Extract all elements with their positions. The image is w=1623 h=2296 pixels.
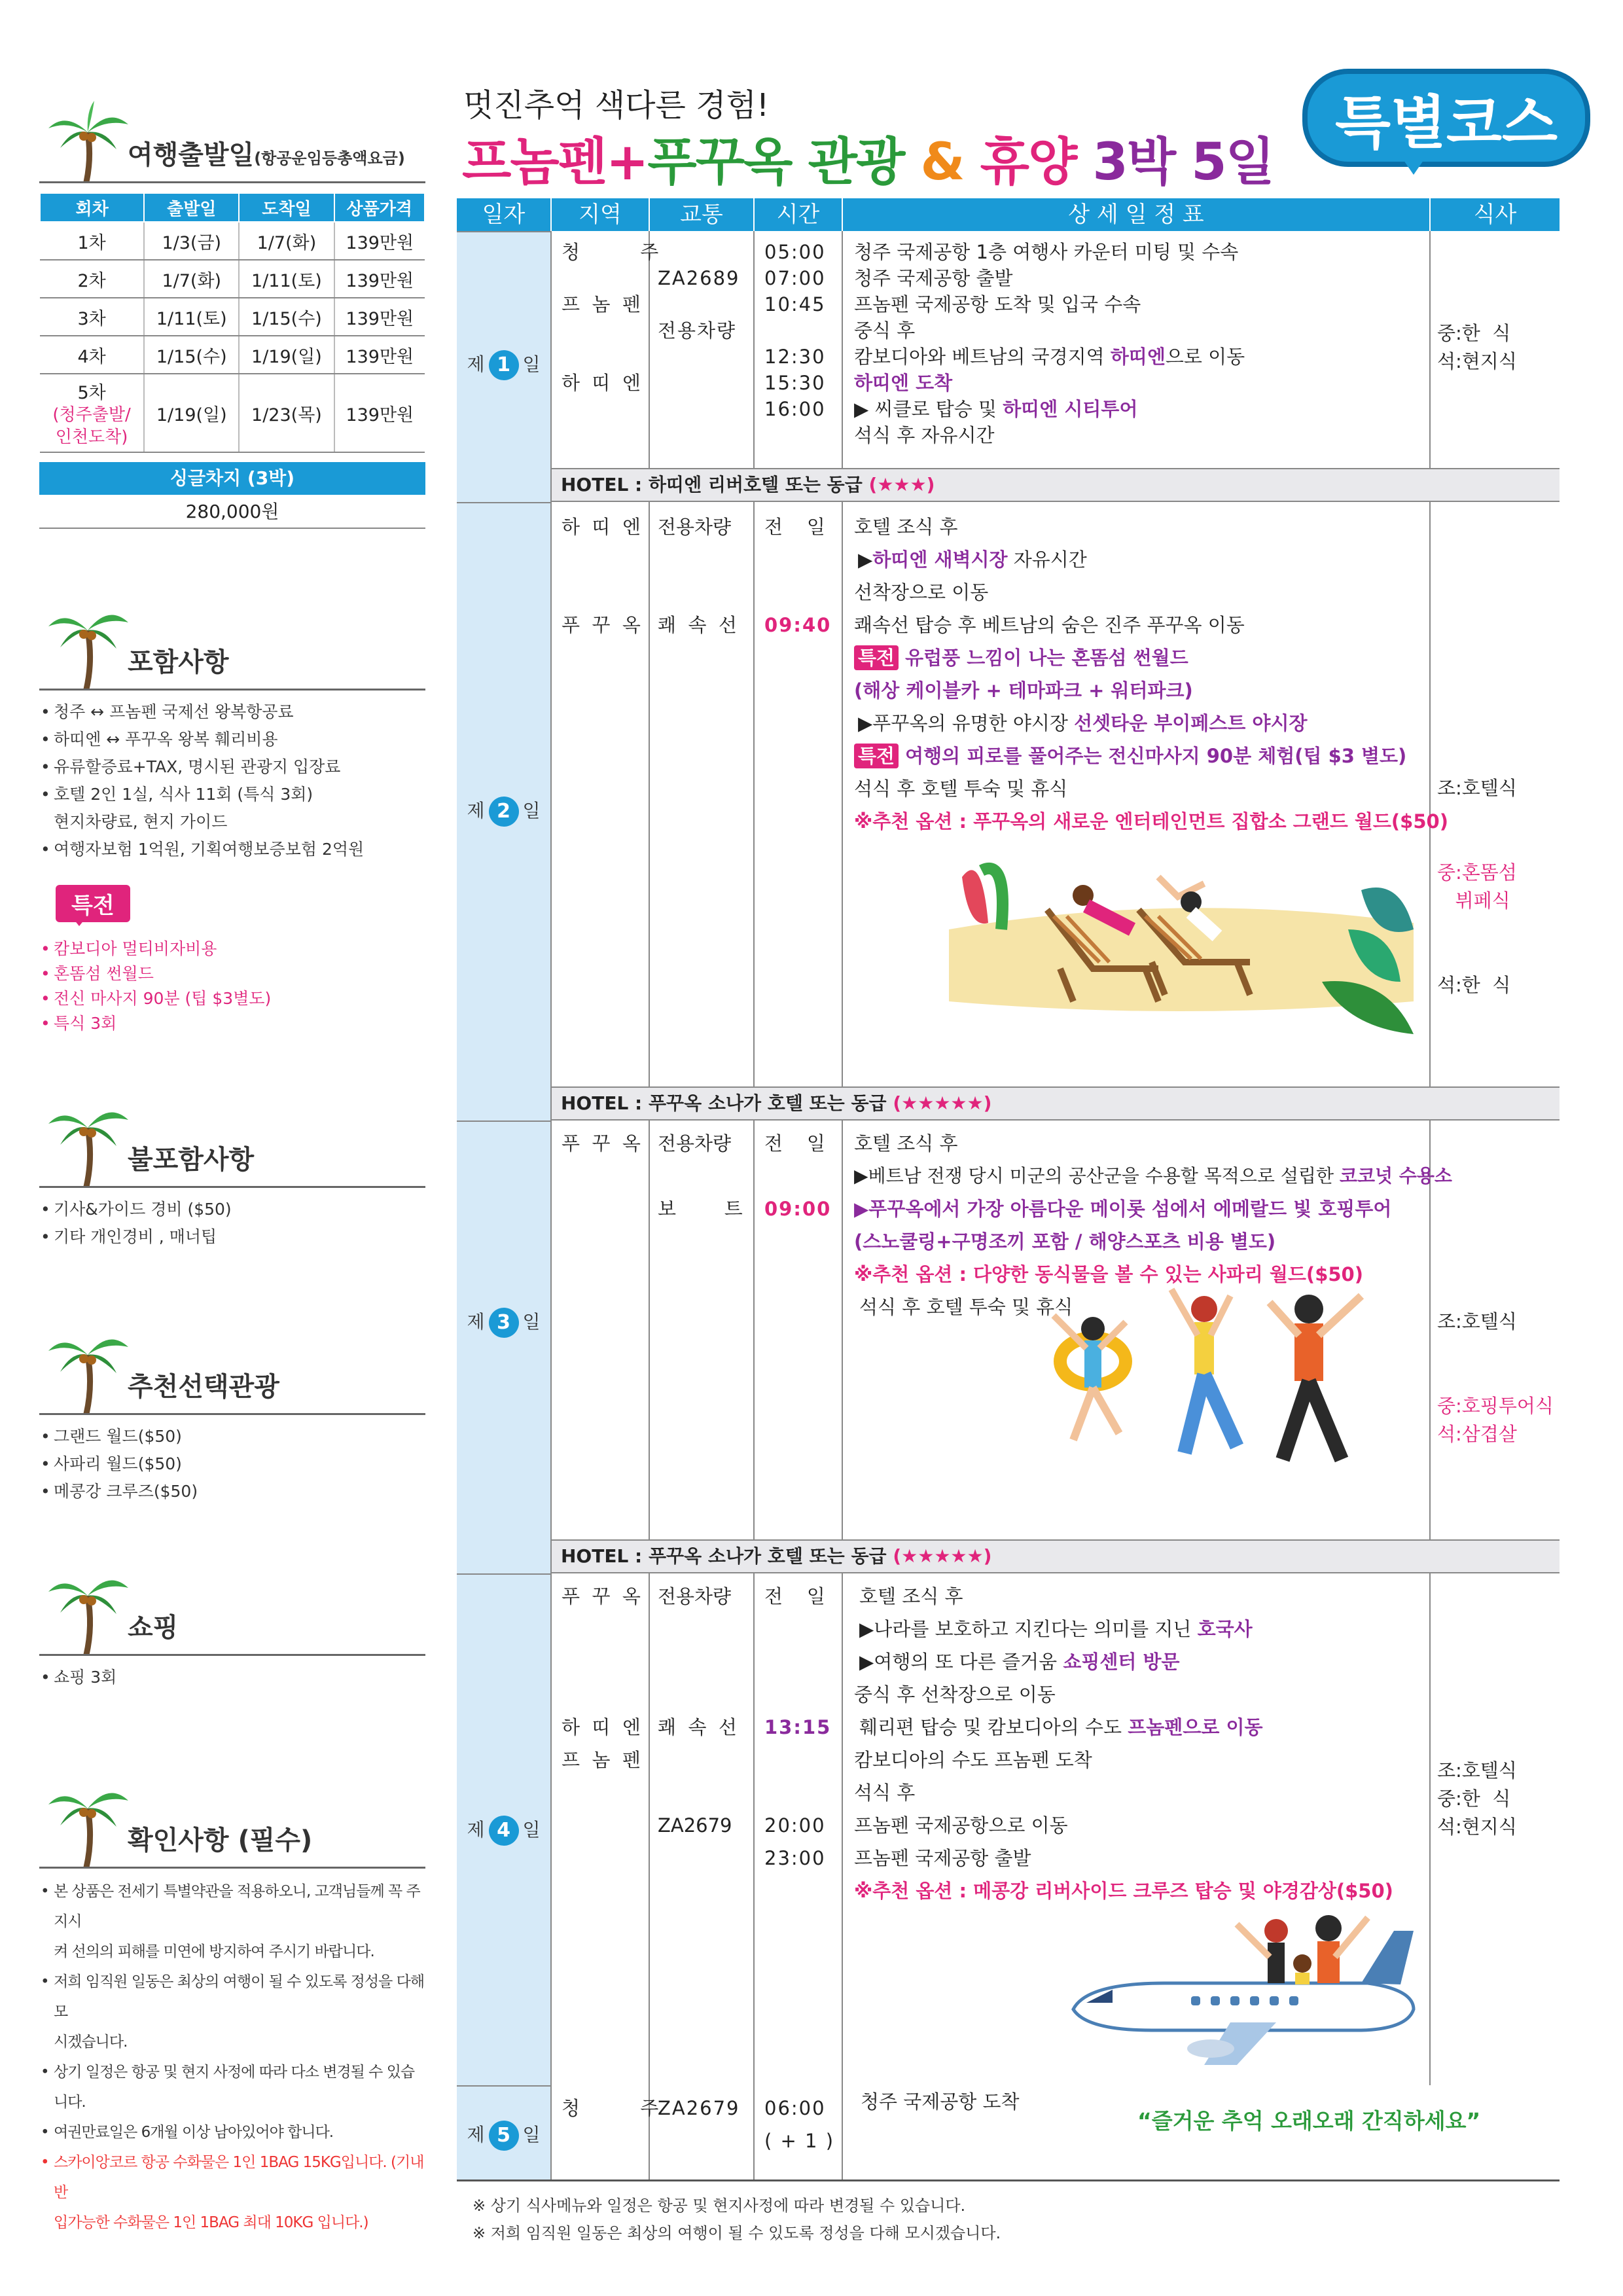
day4-details	[854, 1580, 1393, 1907]
day3-transport: 전용차량 보 트	[658, 1132, 743, 1220]
day4-time2: 13:15	[764, 1716, 832, 1738]
itinerary-line	[854, 1613, 1393, 1645]
day2-transport: 전용차량 쾌 속 선	[658, 516, 737, 636]
grid-line	[550, 231, 552, 2179]
palm-tree-icon	[46, 1558, 131, 1656]
day3-time2: 09:00	[764, 1198, 832, 1220]
itinerary-line: ▶푸꾸옥에서 가장 아름다운 메이롯 섬에서 에메랄드 빛 호핑투어	[854, 1198, 1392, 1220]
title-segment: 관광	[808, 133, 904, 192]
itinerary-line: 호텔 조식 후	[859, 1585, 963, 1607]
list-item: • 기사&가이드 경비 ($50)	[39, 1196, 425, 1223]
list-item: 시겠습니다.	[54, 2034, 128, 2051]
itinerary-line	[854, 396, 1245, 422]
departure-date-cell: 1/19(일)	[144, 374, 239, 452]
palm-tree-icon	[46, 592, 131, 691]
day-prefix: 제	[467, 353, 485, 375]
itinerary-line: 프놈펜 국제공항 출발	[854, 1847, 1031, 1869]
table-bottom-rule	[457, 2179, 1560, 2181]
itinerary-line: 석식 후 호텔 투숙 및 휴식	[854, 778, 1068, 800]
column-header: 지역	[552, 198, 649, 231]
divider	[39, 1186, 425, 1188]
benefit-badge: 특전	[854, 645, 899, 670]
column-header: 시간	[755, 198, 842, 231]
itinerary-line	[854, 1645, 1393, 1678]
grid-line	[842, 2085, 843, 2179]
departure-date-cell: 1/11(토)	[144, 298, 239, 336]
itinerary-line: 쾌속선 탑승 후 베트남의 숨은 진주 푸꾸옥 이동	[854, 614, 1245, 636]
day2-time2: 09:40	[764, 614, 832, 636]
excluded-title: 불포함사항	[128, 1145, 255, 1175]
itinerary-line: (스노쿨링+구명조끼 포함 / 해양스포츠 비용 별도)	[854, 1230, 1276, 1253]
table-row	[40, 260, 425, 298]
day-suffix: 일	[522, 1311, 541, 1333]
column-header: 상품가격	[334, 193, 425, 222]
departure-title: 여행출발일(항공운임등총액요금)	[128, 140, 405, 170]
table-row	[40, 336, 425, 374]
benefit-badge: 특전	[854, 744, 899, 768]
included-section	[39, 592, 425, 863]
list-item: • 쇼핑 3회	[39, 1664, 425, 1691]
price-cell: 139만원	[334, 298, 425, 336]
shopping-title: 쇼핑	[128, 1613, 179, 1643]
single-charge-title: 싱글차지 (3박)	[39, 462, 425, 495]
list-item: 켜 선의의 피해를 미연에 방지하여 주시기 바랍니다.	[54, 1943, 374, 1960]
text-span: 자유시간	[1007, 548, 1087, 571]
round-label: 5차	[77, 382, 106, 403]
day-number: 4	[489, 1816, 519, 1846]
arrival-date-cell: 1/19(일)	[239, 336, 334, 374]
meal-line: 중:혼똠섬 뷔페식	[1437, 861, 1517, 912]
day-label	[457, 1816, 550, 1846]
round-note: (청주출발/	[52, 404, 131, 425]
notice-list	[39, 1869, 425, 2238]
itinerary-line: 호텔 조식 후	[854, 1132, 958, 1155]
footer-note: ※ 상기 식사메뉴와 일정은 항공 및 현지사정에 따라 변경될 수 있습니다.	[473, 2197, 966, 2215]
star-rating: (★★★★★)	[893, 1545, 992, 1567]
palm-tree-icon	[46, 1090, 131, 1188]
excluded-header	[39, 1090, 425, 1188]
arrival-date-cell: 1/7(화)	[239, 222, 334, 260]
palm-tree-icon	[46, 1770, 131, 1869]
tagline: 멋진추억 색다른 경험!	[463, 87, 770, 124]
column-header: 회차	[40, 193, 144, 222]
list-item: • 저희 임직원 일동은 최상의 여행이 될 수 있도록 정성을 다해 모	[39, 1967, 425, 2027]
day3-meal	[1437, 1251, 1554, 1477]
day4-time3: 20:00 23:00	[764, 1814, 826, 1869]
day4-transport: 전용차량 쾌 속 선 ZA2679	[658, 1585, 737, 1837]
list-item: • 여행자보험 1억원, 기획여행보증보험 2억원	[39, 836, 425, 863]
highlight-span: 쇼핑센터 방문	[1063, 1651, 1180, 1673]
text-span: 캄보디아와 베트남의 국경지역	[854, 346, 1111, 368]
star-rating: (★★★)	[868, 474, 935, 495]
palm-tree-icon	[46, 1317, 131, 1415]
highlight-span: 하띠엔 새벽시장	[872, 548, 1008, 571]
list-item: • 상기 일정은 항공 및 현지 사정에 따라 다소 변경될 수 있습니다.	[39, 2057, 425, 2117]
itinerary-line: 중식 후 선착장으로 이동	[854, 1683, 1056, 1706]
hotel-text: HOTEL : 푸꾸옥 소나가 호텔 또는 동급	[561, 1545, 893, 1567]
included-header	[39, 592, 425, 691]
closing-message: “즐거운 추억 오래오래 간직하세요”	[1137, 2108, 1481, 2134]
text-span: ▶여행의 또 다른 즐거움	[859, 1651, 1063, 1673]
round-cell: 4차	[40, 336, 144, 374]
meal-line: 석:한 식	[1437, 974, 1511, 996]
grid-line	[753, 2085, 755, 2179]
column-header: 상 세 일 정 표	[843, 198, 1429, 231]
optional-header	[39, 1317, 425, 1415]
day-suffix: 일	[522, 353, 541, 375]
highlight-span: 호국사	[1197, 1618, 1253, 1640]
column-header: 일자	[457, 198, 550, 231]
day-number: 1	[489, 350, 519, 380]
grid-line	[842, 1573, 843, 2085]
highlight-span: 하띠엔	[1110, 346, 1166, 368]
grid-line	[649, 1573, 650, 2085]
divider	[39, 181, 425, 183]
day-label	[457, 350, 550, 380]
day1-transport: ZA2689 전용차량	[658, 267, 740, 342]
text-span: ▶베트남 전쟁 당시 미군의 공산군을 수용할 목적으로 설립한	[854, 1165, 1340, 1187]
departure-date-cell: 1/7(화)	[144, 260, 239, 298]
list-item: • 본 상품은 전세기 특별약관을 적용하오니, 고객님들께 꼭 주지시	[39, 1876, 425, 1937]
single-charge-value: 280,000원	[39, 495, 425, 529]
hotel-text: HOTEL : 푸꾸옥 소나가 호텔 또는 동급	[561, 1092, 893, 1114]
shopping-header	[39, 1558, 425, 1656]
left-column	[39, 0, 425, 2296]
day-1-cell	[457, 231, 550, 502]
day-label	[457, 1308, 550, 1338]
itinerary-line: (해상 케이블카 + 테마파크 + 워터파크)	[854, 679, 1193, 702]
grid-line	[1429, 231, 1431, 468]
round-cell: 3차	[40, 298, 144, 336]
itinerary-line: 중식 후	[854, 319, 916, 342]
departure-table	[39, 192, 425, 453]
list-item: 입가능한 수화물은 1인 1BAG 최대 10KG 입니다.)	[54, 2214, 368, 2231]
text-span: 으로 이동	[1165, 346, 1245, 368]
title-segment: &	[920, 133, 964, 192]
list-item: • 청주 ↔ 프놈펜 국제선 왕복항공료	[39, 698, 425, 726]
price-cell: 139만원	[334, 336, 425, 374]
arrival-date-cell: 1/15(수)	[239, 298, 334, 336]
title-segment: 휴양	[980, 133, 1077, 192]
itinerary-line	[854, 641, 1448, 674]
day5-region: 청 주	[562, 2097, 659, 2119]
grid-line	[649, 1121, 650, 1539]
day-number: 3	[489, 1308, 519, 1338]
day-prefix: 제	[467, 1311, 485, 1333]
text-span: ▶나라를 보호하고 지킨다는 의미를 지닌	[859, 1618, 1198, 1640]
itinerary-line: 프놈펜 국제공항으로 이동	[854, 1814, 1068, 1837]
day1-meal: 중:한 식 석:현지식	[1437, 322, 1517, 372]
column-header: 교통	[650, 198, 753, 231]
recommended-option: ※추천 옵션 : 푸꾸옥의 새로운 엔터테인먼트 집합소 그랜드 월드($50)	[854, 810, 1448, 833]
day4-region: 푸 꾸 옥 하 띠 엔 프 놈 펜	[562, 1585, 641, 1771]
departure-date-cell: 1/3(금)	[144, 222, 239, 260]
highlight-span: 여행의 피로를 풀어주는 전신마사지 90분 체험(팁 $3 별도)	[899, 745, 1407, 767]
day-label	[457, 2121, 550, 2151]
itinerary-line	[854, 344, 1245, 370]
meal-line: 조:호텔식	[1437, 777, 1517, 799]
day-prefix: 제	[467, 2124, 485, 2145]
meal-line: 조:호텔식	[1437, 1310, 1517, 1333]
highlight-span: 하띠엔 시티투어	[1003, 398, 1138, 420]
included-title: 포함사항	[128, 647, 229, 677]
divider	[39, 1867, 425, 1869]
highlight-span: 선셋타운 부이페스트 야시장	[1074, 712, 1308, 734]
day-prefix: 제	[467, 800, 485, 821]
special-course-badge: 특별코스	[1302, 69, 1590, 167]
itinerary-line: 청주 국제공항 출발	[854, 267, 1013, 289]
benefits-section	[39, 885, 425, 1036]
list-item: • 유류할증료+TAX, 명시된 관광지 입장료	[39, 753, 425, 781]
highlight-span: 코코넛 수용소	[1339, 1165, 1452, 1187]
list-item: • 하띠엔 ↔ 푸꾸옥 왕복 훼리비용	[39, 726, 425, 753]
itinerary-line: 석식 후 호텔 투숙 및 휴식	[859, 1296, 1073, 1318]
itinerary-line	[854, 707, 1448, 740]
list-item: • 그랜드 월드($50)	[39, 1423, 425, 1450]
grid-line	[842, 1121, 843, 1539]
day2-time: 전 일	[764, 516, 825, 538]
day-3-cell	[457, 1121, 550, 1573]
itinerary-line: 청주 국제공항 1층 여행사 카운터 미팅 및 수속	[854, 241, 1239, 263]
star-rating: (★★★★★)	[893, 1092, 992, 1114]
text-span: ▶	[858, 548, 873, 571]
grid-line	[753, 502, 755, 1086]
day-number: 5	[489, 2121, 519, 2151]
title-segment: 3박 5일	[1092, 133, 1274, 192]
list-item: • 캄보디아 멀티비자비용	[39, 937, 425, 961]
grid-line	[753, 231, 755, 468]
day2-hotel	[552, 1086, 1560, 1121]
round-cell: 1차	[40, 222, 144, 260]
list-item: 현지차량료, 현지 가이드	[54, 812, 228, 831]
itinerary-line	[854, 1160, 1452, 1193]
text-span: ▶푸꾸옥의 유명한 야시장	[858, 712, 1075, 734]
list-item: • 혼똠섬 썬월드	[39, 961, 425, 986]
notice-header	[39, 1770, 425, 1869]
itinerary-line: 호텔 조식 후	[854, 516, 958, 538]
table-row	[40, 374, 425, 452]
text-span: 훼리편 탑승 및 캄보디아의 수도	[859, 1716, 1128, 1738]
itinerary-line	[854, 740, 1448, 772]
day1-hotel	[552, 468, 1560, 502]
text-span: ▶ 씨클로 탑승 및	[854, 398, 1003, 420]
itinerary-line: 캄보디아의 수도 프놈펜 도착	[854, 1749, 1092, 1771]
day2-details	[854, 511, 1448, 838]
notice-title: 확인사항 (필수)	[128, 1825, 313, 1856]
day-number: 2	[489, 797, 519, 827]
column-header: 출발일	[144, 193, 239, 222]
day5-details: 청주 국제공항 도착	[861, 2090, 1020, 2113]
grid-line	[842, 231, 843, 468]
grid-line	[649, 502, 650, 1086]
palm-tree-icon	[46, 98, 131, 183]
list-item: • 사파리 월드($50)	[39, 1450, 425, 1478]
hotel-text: HOTEL : 하띠엔 리버호텔 또는 동급	[561, 474, 869, 495]
day1-details	[854, 239, 1245, 448]
column-header: 도착일	[239, 193, 334, 222]
divider	[39, 689, 425, 691]
arrival-date-cell: 1/11(토)	[239, 260, 334, 298]
title-segment: 푸꾸옥	[647, 133, 792, 192]
round-cell	[40, 374, 144, 452]
table-header-row	[40, 193, 425, 222]
departure-header	[39, 98, 425, 183]
list-item: • 기타 개인경비 , 매너팁	[39, 1223, 425, 1251]
title-segment: 프놈펜	[462, 133, 607, 192]
highlight-span: 유럽풍 느낌이 나는 혼똠섬 썬월드	[899, 647, 1188, 669]
day-label	[457, 797, 550, 827]
notice-section	[39, 1770, 425, 2238]
grid-line	[753, 1573, 755, 2085]
day4-time: 전 일	[764, 1585, 825, 1607]
itinerary-line: 하띠엔 도착	[854, 372, 953, 394]
shopping-section	[39, 1558, 425, 1691]
list-item: • 스카이앙코르 항공 수화물은 1인 1BAG 15KG입니다. (기내 반	[39, 2147, 425, 2208]
itinerary-line: 석식 후	[854, 1782, 916, 1804]
day-suffix: 일	[522, 800, 541, 821]
list-item: • 호텔 2인 1실, 식사 11회 (특식 3회)	[39, 781, 425, 808]
included-list	[39, 691, 425, 863]
footer-note: ※ 저희 임직원 일동은 최상의 여행이 될 수 있도록 정성을 다해 모시겠습니다.	[473, 2224, 1001, 2242]
optional-list	[39, 1415, 425, 1505]
day2-meal	[1437, 718, 1517, 1028]
shopping-list	[39, 1656, 425, 1691]
benefits-list	[39, 922, 425, 1036]
day-suffix: 일	[522, 2124, 541, 2145]
list-item: • 여권만료일은 6개월 이상 남아있어야 합니다.	[39, 2117, 425, 2147]
day4-meal: 조:호텔식 중:한 식 석:현지식	[1437, 1759, 1517, 1838]
itinerary-line	[854, 543, 1448, 576]
day1-region: 청 주 프 놈 펜 하 띠 엔	[562, 241, 659, 394]
itinerary-line: 선착장으로 이동	[854, 581, 989, 603]
day-suffix: 일	[522, 1819, 541, 1840]
grid-line	[842, 502, 843, 1086]
divider	[39, 1413, 425, 1415]
list-item: • 특식 3회	[39, 1011, 425, 1036]
day5-time: 06:00 ( + 1 )	[764, 2097, 835, 2152]
excluded-section	[39, 1090, 425, 1251]
itinerary-line: 프놈펜 국제공항 도착 및 입국 수속	[854, 293, 1141, 315]
meal-line: 중:호핑투어식 석:삼겹살	[1437, 1395, 1554, 1445]
itinerary-line: 석식 후 자유시간	[854, 424, 995, 446]
benefits-tag: 특전	[56, 885, 130, 922]
price-cell: 139만원	[334, 260, 425, 298]
day3-region: 푸 꾸 옥	[562, 1132, 641, 1155]
beach-lounger-illustration	[942, 851, 1420, 1047]
itinerary-line	[854, 1711, 1393, 1744]
list-item: • 메콩강 크루즈($50)	[39, 1478, 425, 1505]
highlight-span: 프놈펜으로 이동	[1128, 1716, 1263, 1738]
day3-hotel	[552, 1539, 1560, 1573]
departure-date-cell: 1/15(수)	[144, 336, 239, 374]
recommended-option: ※추천 옵션 : 다양한 동식물을 볼 수 있는 사파리 월드($50)	[854, 1263, 1363, 1285]
table-row	[40, 298, 425, 336]
day3-time: 전 일	[764, 1132, 825, 1155]
departure-section	[39, 98, 425, 529]
optional-tours-section	[39, 1317, 425, 1505]
airplane-illustration	[1060, 1911, 1427, 2068]
round-cell: 2차	[40, 260, 144, 298]
arrival-date-cell: 1/23(목)	[239, 374, 334, 452]
round-note: 인천도착)	[55, 427, 128, 447]
day5-transport: ZA2679	[658, 2097, 740, 2119]
list-item: • 전신 마사지 90분 (팁 $3별도)	[39, 986, 425, 1011]
day-prefix: 제	[467, 1819, 485, 1840]
price-cell: 139만원	[334, 374, 425, 452]
title-segment: +	[606, 133, 648, 192]
recommended-option: ※추천 옵션 : 메콩강 리버사이드 크루즈 탑승 및 야경감상($50)	[854, 1880, 1393, 1902]
divider	[39, 1654, 425, 1656]
day1-time: 05:00 07:00 10:45 12:30 15:30 16:00	[764, 241, 826, 420]
day-2-cell	[457, 502, 550, 1121]
price-cell: 139만원	[334, 222, 425, 260]
day-5-cell	[457, 2085, 550, 2179]
grid-line	[753, 1121, 755, 1539]
main-title	[462, 121, 1274, 194]
grid-line	[1429, 1573, 1431, 2085]
day2-region: 하 띠 엔 푸 꾸 옥	[562, 516, 641, 636]
table-row	[40, 222, 425, 260]
optional-title: 추천선택관광	[128, 1372, 279, 1402]
day-4-cell	[457, 1573, 550, 2085]
happy-travelers-illustration	[1047, 1283, 1387, 1473]
excluded-list	[39, 1188, 425, 1251]
column-header: 식사	[1431, 198, 1560, 231]
